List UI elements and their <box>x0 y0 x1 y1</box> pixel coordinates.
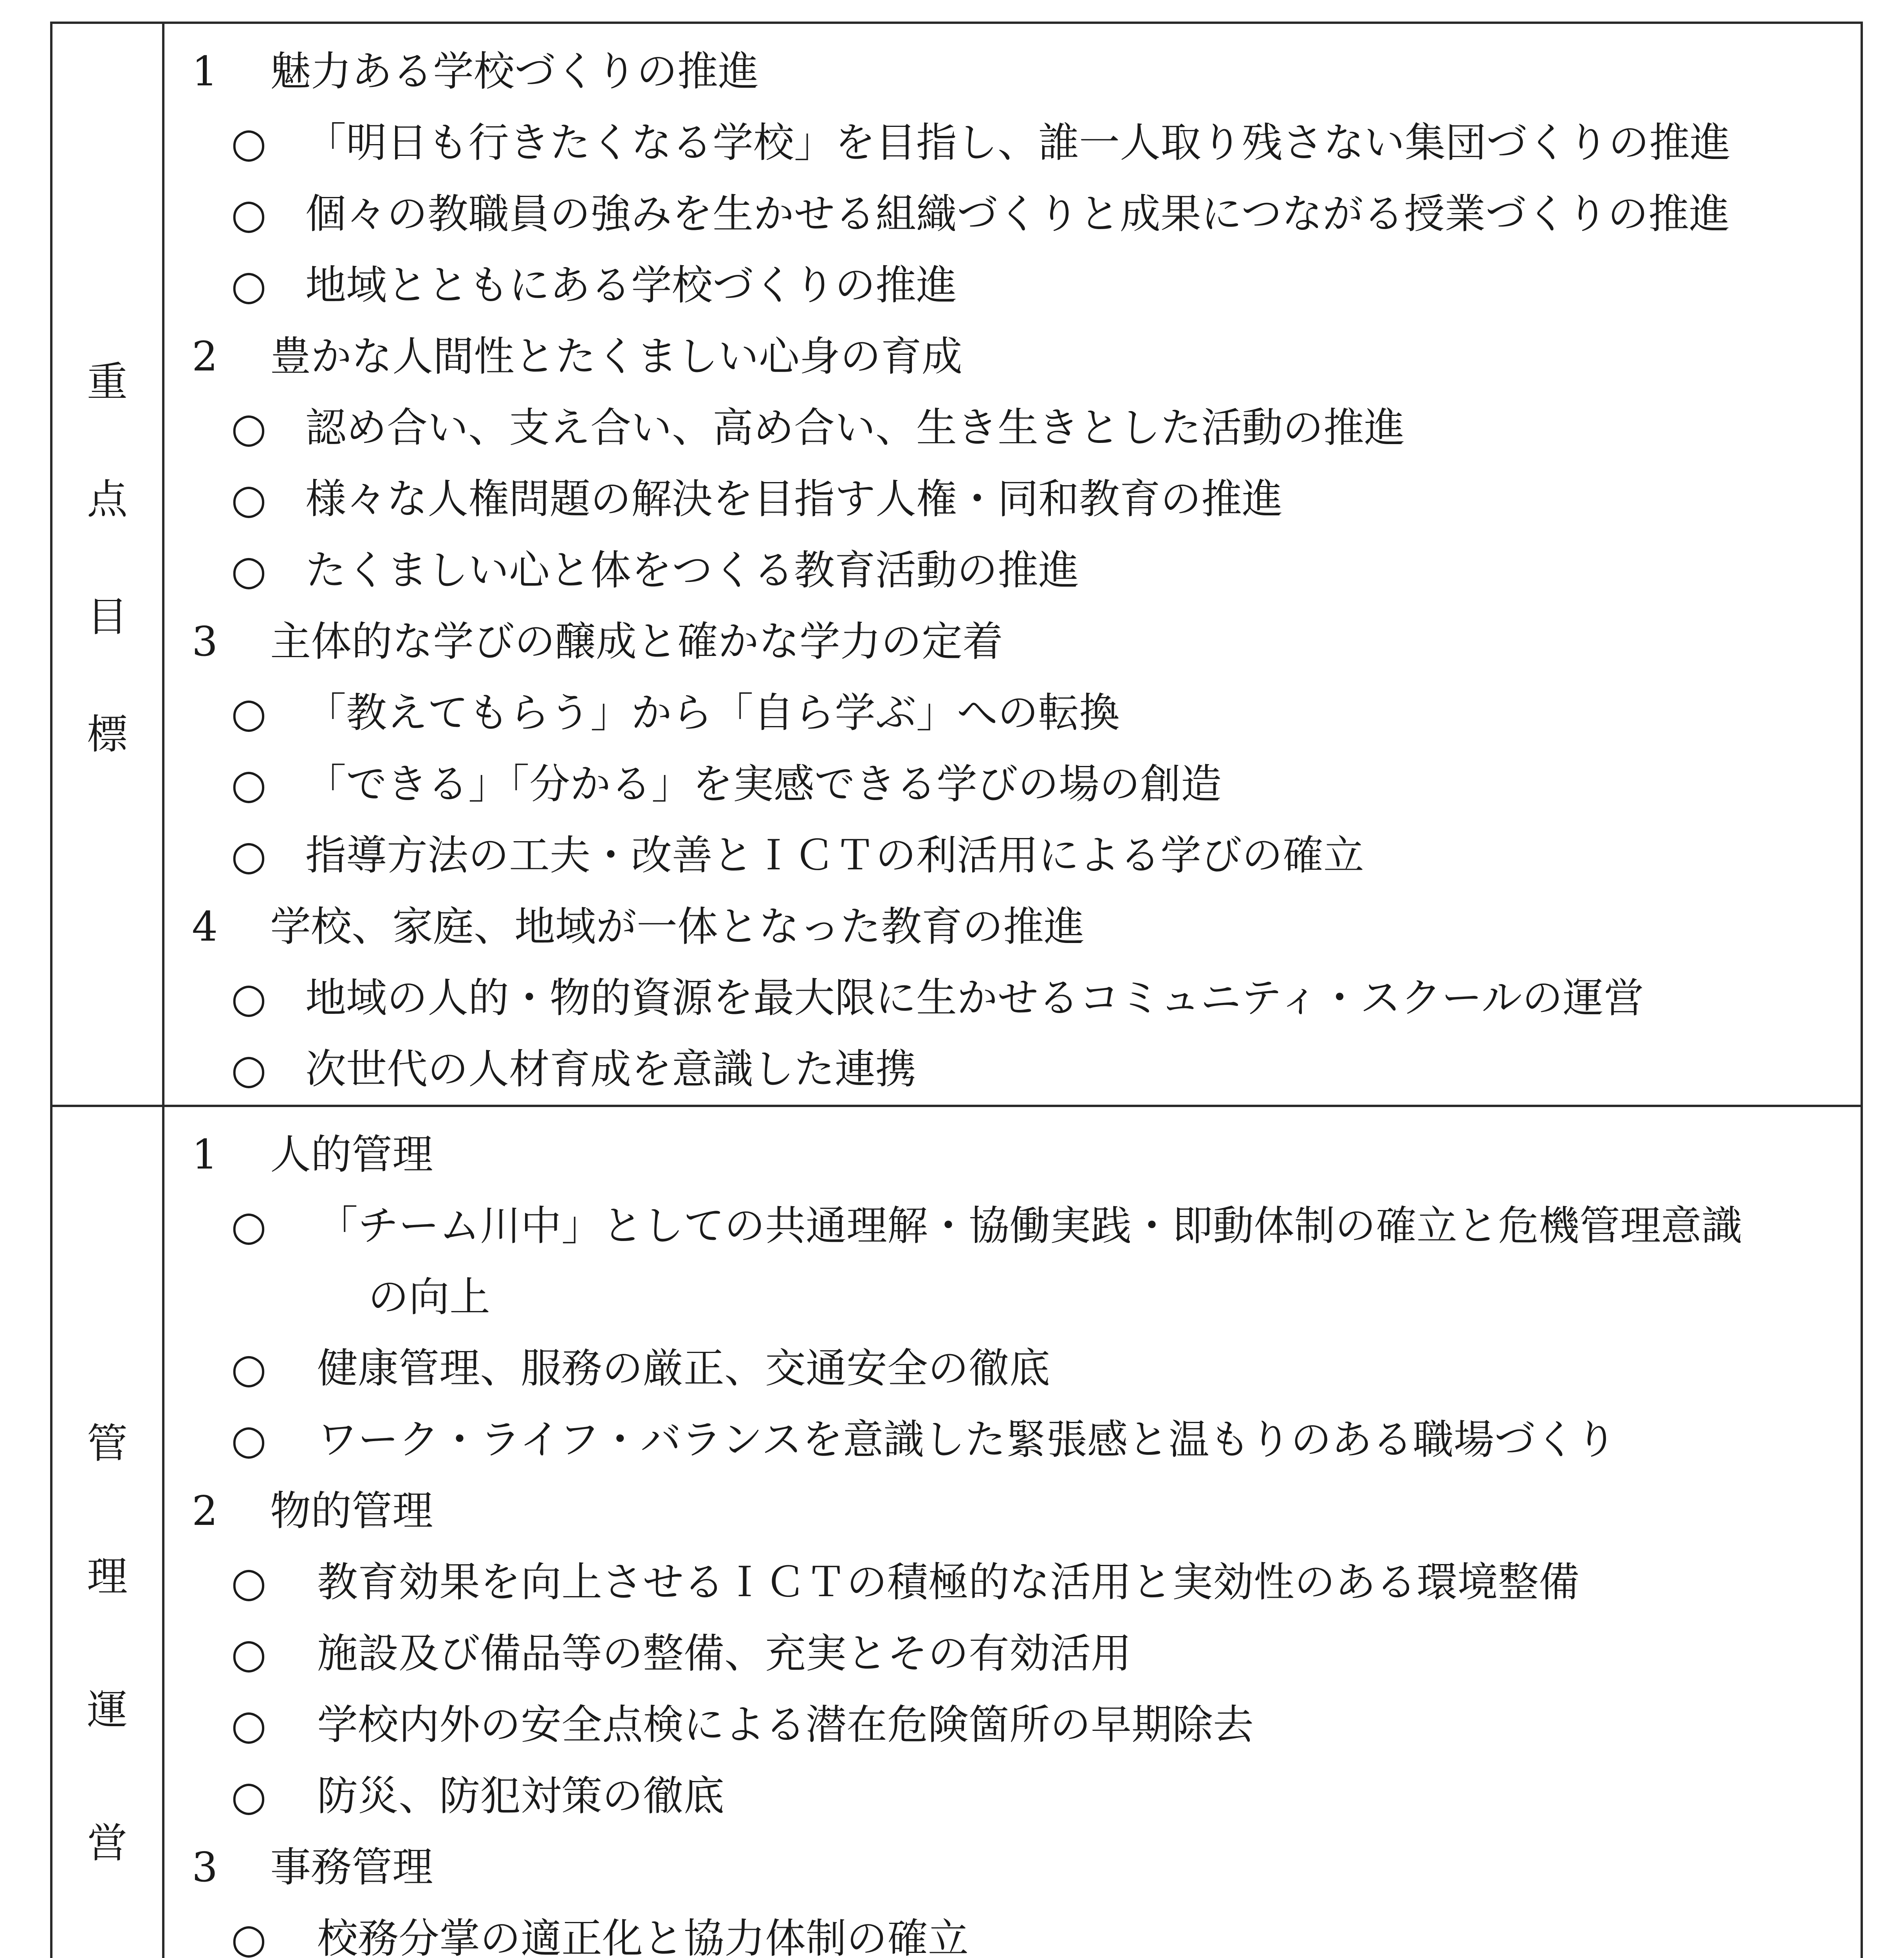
section-priority-goals <box>51 23 1862 1106</box>
list-item: ○ 施設及び備品等の整備、充実とその有効活用 <box>231 1629 1132 1677</box>
list-item: ○ 様々な人権問題の解決を目指す人権・同和教育の推進 <box>231 475 1283 523</box>
list-item: ○ 教育効果を向上させるＩＣＴの積極的な活用と実効性のある環境整備 <box>231 1558 1580 1606</box>
section-label-cell <box>51 1106 163 1958</box>
label-char: 運 <box>87 1686 128 1734</box>
group-heading: 3 事務管理 <box>192 1843 433 1891</box>
list-item: ○ 防災、防犯対策の徹底 <box>231 1772 725 1820</box>
label-char: 管 <box>87 1420 128 1467</box>
group-heading: 2 物的管理 <box>192 1487 433 1535</box>
label-char: 標 <box>87 710 128 758</box>
list-item: ○ たくましい心と体をつくる教育活動の推進 <box>231 546 1079 594</box>
section-label-cell <box>51 23 163 1106</box>
list-item: ○ 「教えてもらう」から「自ら学ぶ」への転換 <box>231 689 1120 737</box>
list-item: ○ ワーク・ライフ・バランスを意識した緊張感と温もりのある職場づくり <box>231 1416 1617 1463</box>
list-item: ○ 認め合い、支え合い、高め合い、生き生きとした活動の推進 <box>231 404 1405 452</box>
plan-table <box>50 22 1863 1958</box>
label-char: 理 <box>87 1553 128 1600</box>
list-item: ○ 校務分掌の適正化と協力体制の確立 <box>231 1915 969 1958</box>
list-item: ○ 「できる」「分かる」を実感できる学びの場の創造 <box>231 760 1222 808</box>
label-char: 点 <box>87 475 128 523</box>
group-heading: 4 学校、家庭、地域が一体となった教育の推進 <box>192 903 1085 950</box>
group-heading: 3 主体的な学びの醸成と確かな学力の定着 <box>192 618 1003 665</box>
section-label <box>52 1107 162 1958</box>
label-char: 目 <box>87 593 128 641</box>
list-item: ○ 健康管理、服務の厳正、交通安全の徹底 <box>231 1344 1050 1392</box>
list-item: ○ 次世代の人材育成を意識した連携 <box>231 1045 917 1093</box>
list-item: ○ 「チーム川中」としての共通理解・協働実践・即動体制の確立と危機管理意識 <box>231 1202 1743 1250</box>
group-heading: 1 人的管理 <box>192 1131 433 1178</box>
list-item: ○ 地域とともにある学校づくりの推進 <box>231 261 957 309</box>
list-item: ○ 個々の教職員の強みを生かせる組織づくりと成果につながる授業づくりの推進 <box>231 190 1730 238</box>
list-item: ○ 「明日も行きたくなる学校」を目指し、誰一人取り残さない集団づくりの推進 <box>231 119 1731 166</box>
group-heading: 2 豊かな人間性とたくましい心身の育成 <box>192 332 963 380</box>
section-content <box>163 23 1862 1106</box>
section-management <box>51 1106 1862 1958</box>
group-heading: 1 魅力ある学校づくりの推進 <box>192 47 759 95</box>
list-item: ○ 地域の人的・物的資源を最大限に生かせるコミュニティ・スクールの運営 <box>231 974 1644 1022</box>
label-char: 営 <box>87 1819 128 1867</box>
label-char: 重 <box>87 358 128 406</box>
list-item-continuation: の向上 <box>368 1273 491 1321</box>
section-content <box>163 1106 1862 1958</box>
list-item: ○ 指導方法の工夫・改善とＩＣＴの利活用による学びの確立 <box>231 831 1364 879</box>
list-item: ○ 学校内外の安全点検による潜在危険箇所の早期除去 <box>231 1701 1254 1748</box>
section-label <box>52 24 162 1085</box>
